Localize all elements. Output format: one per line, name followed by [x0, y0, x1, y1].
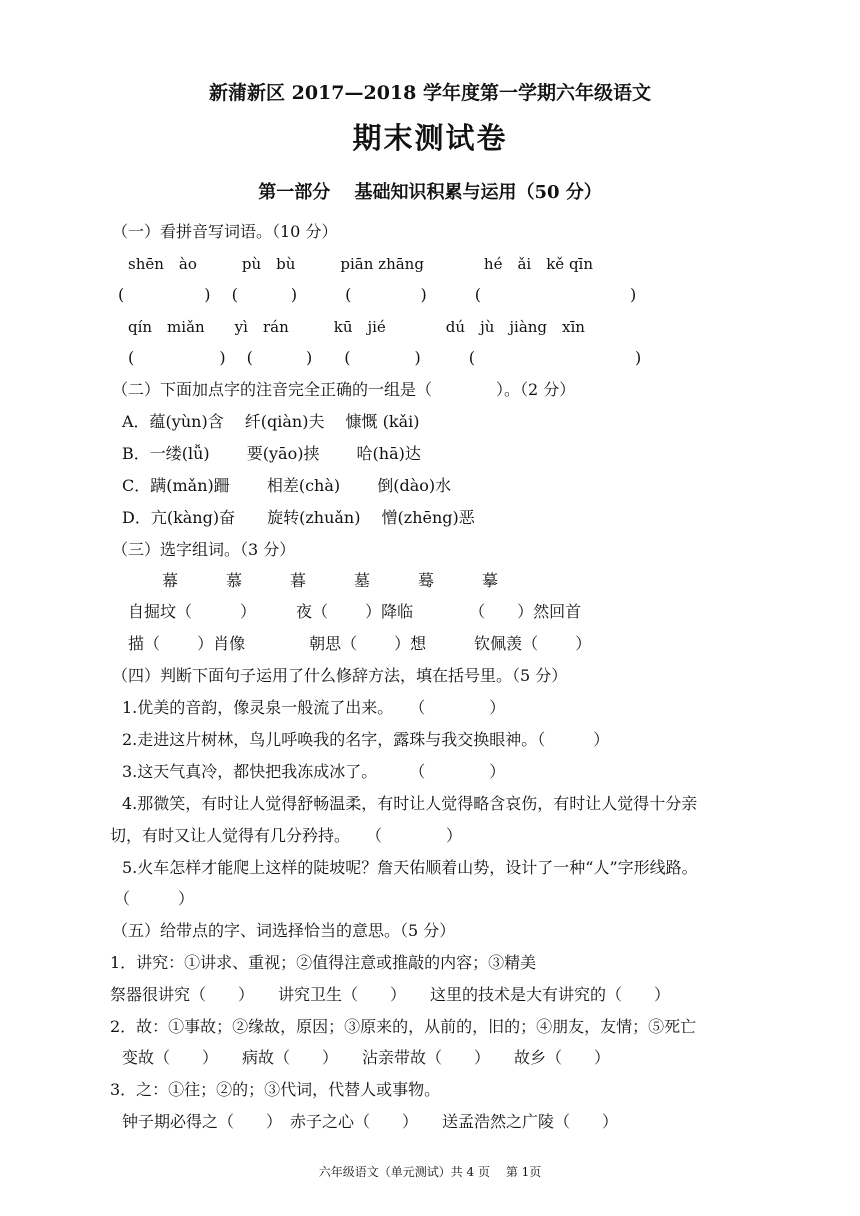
answer-brackets-row-2: ( ) ( ) ( ) ( ) [128, 348, 642, 367]
section3-heading: （三）选字组词。（3 分） [112, 540, 296, 559]
question-3-definitions: 3．之：①往；②的；③代词，代替人或事物。 [110, 1080, 441, 1099]
section4-heading: （四）判断下面句子运用了什么修辞方法，填在括号里。（5 分） [112, 666, 568, 685]
option-d: D．亢(kàng)奋 旋转(zhuǎn) 憎(zhēng)恶 [122, 508, 475, 527]
question-1-definitions: 1．讲究：①讲求、重视；②值得注意或推敲的内容；③精美 [110, 953, 537, 972]
part-one-title: 第一部分 基础知识积累与运用（50 分） [258, 182, 602, 203]
question-3-items: 钟子期必得之（ ） 赤子之心（ ） 送孟浩然之广陵（ ） [122, 1112, 619, 1131]
option-c: C．蹒(mǎn)跚 相差(chà) 倒(dào)水 [122, 476, 452, 495]
page-footer: 六年级语文（单元测试）共 4 页 第 1页 [318, 1165, 542, 1179]
sentence-2: 2.走进这片树林，鸟儿呼唤我的名字，露珠与我交换眼神。（ ） [122, 730, 610, 749]
sentence-4-line-1: 4.那微笑，有时让人觉得舒畅温柔，有时让人觉得略含哀伤，有时让人觉得十分亲 [122, 794, 698, 813]
sentence-3: 3.这天气真冷，都快把我冻成冰了。 （ ） [122, 762, 506, 781]
sentence-5-line-2: （ ） [114, 889, 195, 908]
candidate-characters: 幕 慕 暮 墓 蓦 摹 [162, 571, 499, 590]
answer-brackets-row-1: ( ) ( ) ( ) ( ) [118, 285, 637, 304]
pinyin-row-1: shēn ào pù bù piān zhāng hé ǎi kě qīn [128, 255, 594, 273]
sentence-4-line-2: 切，有时又让人觉得有几分矜持。 （ ） [110, 826, 463, 845]
option-a: A．蕴(yùn)含 纤(qiàn)夫 慷慨 (kǎi) [122, 412, 420, 431]
option-b: B．一缕(lǚ) 要(yāo)挟 哈(hā)达 [122, 444, 421, 463]
sentence-5-line-1: 5.火车怎样才能爬上这样的陡坡呢？詹天佑顺着山势，设计了一种“人”字形线路。 [122, 858, 698, 877]
sentence-1: 1.优美的音韵，像灵泉一般流了出来。 （ ） [122, 698, 506, 717]
section1-heading: （一）看拼音写词语。（10 分） [112, 222, 338, 241]
section5-heading: （五）给带点的字、词选择恰当的意思。（5 分） [112, 921, 456, 940]
question-2-items: 变故（ ） 病故（ ） 沾亲带故（ ） 故乡（ ） [122, 1048, 611, 1067]
exam-title: 期末测试卷 [352, 121, 508, 155]
word-row-1: 自掘坟（ ） 夜（ ）降临 （ ）然回首 [128, 602, 582, 621]
question-1-items: 祭器很讲究（ ） 讲究卫生（ ） 这里的技术是大有讲究的（ ） [110, 985, 671, 1004]
question-2-definitions: 2．故：①事故；②缘故，原因；③原来的，从前的，旧的；④朋友，友情；⑤死亡 [110, 1017, 697, 1036]
pinyin-row-2: qín miǎn yì rán kū jié dú jù jiàng xīn [128, 318, 585, 336]
section2-heading: （二）下面加点字的注音完全正确的一组是（ ）。（2 分） [112, 380, 576, 399]
exam-region-title: 新蒲新区 2017—2018 学年度第一学期六年级语文 [209, 82, 651, 104]
word-row-2: 描（ ）肖像 朝思（ ）想 钦佩羡（ ） [128, 634, 592, 653]
